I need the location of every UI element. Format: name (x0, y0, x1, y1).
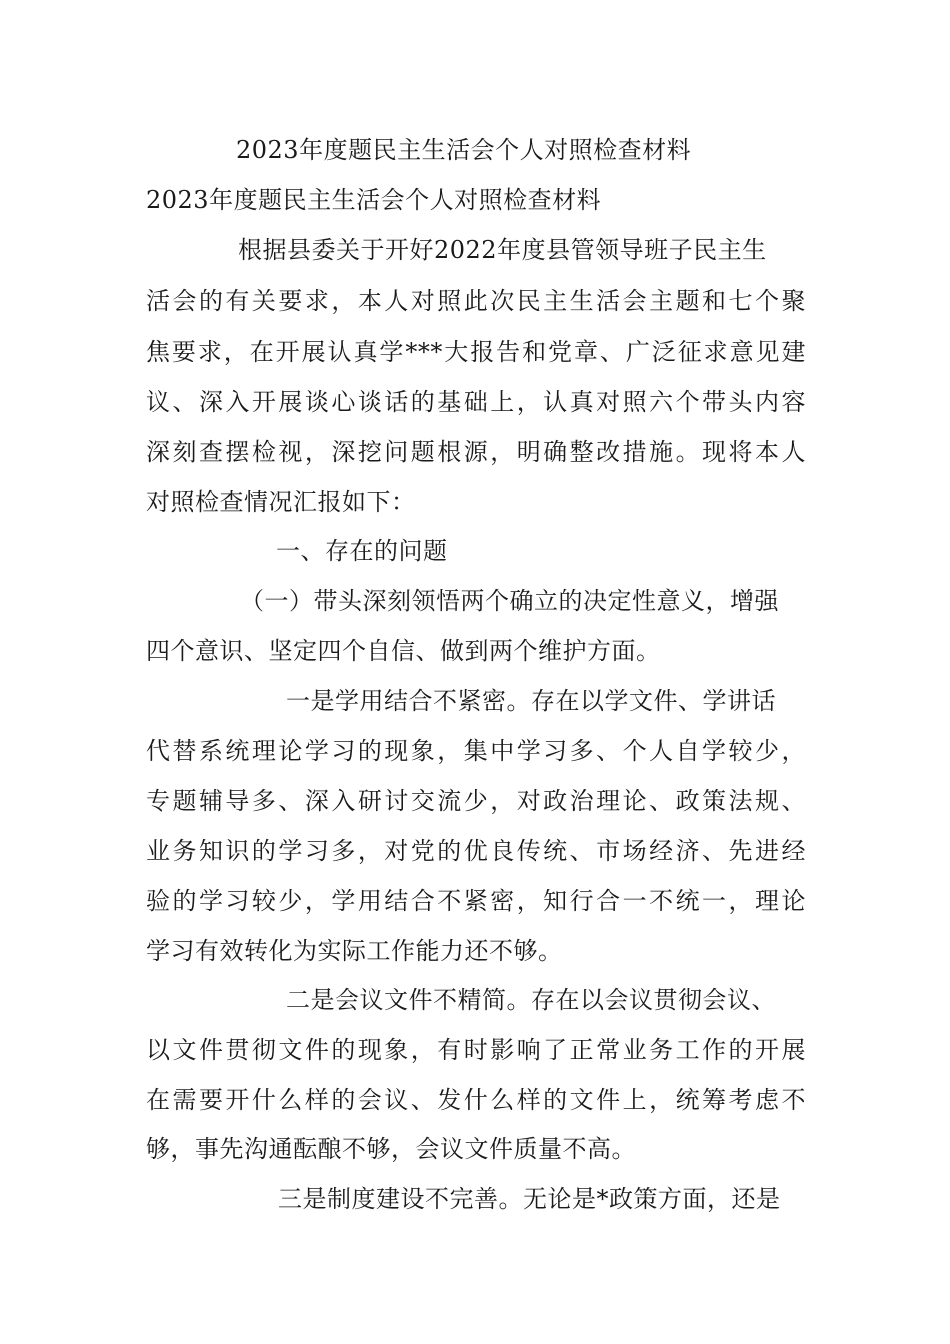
point-1-line: 验的学习较少，学用结合不紧密，知行合一不统一，理论 (146, 887, 806, 915)
point-1-line: 一是学用结合不紧密。存在以学文件、学讲话 (286, 687, 776, 715)
intro-line: 焦要求，在开展认真学***大报告和党章、广泛征求意见建 (146, 338, 806, 366)
point-2-line: 以文件贯彻文件的现象，有时影响了正常业务工作的开展 (146, 1036, 806, 1064)
document-title-centered: 2023年度题民主生活会个人对照检查材料 (236, 136, 692, 164)
point-2-line: 够，事先沟通酝酿不够，会议文件质量不高。 (146, 1135, 636, 1163)
point-1-line: 代替系统理论学习的现象，集中学习多、个人自学较少， (146, 737, 806, 765)
intro-line: 议、深入开展谈心谈话的基础上，认真对照六个带头内容 (146, 388, 806, 416)
point-1-line: 业务知识的学习多，对党的优良传统、市场经济、先进经 (146, 837, 806, 865)
point-1-line: 学习有效转化为实际工作能力还不够。 (146, 937, 563, 965)
point-2-line: 二是会议文件不精简。存在以会议贯彻会议、 (286, 986, 776, 1014)
point-1-line: 专题辅导多、深入研讨交流少，对政治理论、政策法规、 (146, 787, 806, 815)
subsection-line: （一）带头深刻领悟两个确立的决定性意义，增强 (240, 587, 779, 615)
intro-line: 活会的有关要求，本人对照此次民主生活会主题和七个聚 (146, 287, 806, 315)
point-2-line: 在需要开什么样的会议、发什么样的文件上，统筹考虑不 (146, 1086, 806, 1114)
intro-line: 根据县委关于开好2022年度县管领导班子民主生 (238, 236, 767, 264)
intro-line: 对照检查情况汇报如下： (146, 488, 416, 516)
intro-line: 深刻查摆检视，深挖问题根源，明确整改措施。现将本人 (146, 438, 806, 466)
subsection-line: 四个意识、坚定四个自信、做到两个维护方面。 (146, 637, 661, 665)
point-3-line: 三是制度建设不完善。无论是*政策方面，还是 (278, 1185, 781, 1213)
section-heading: 一、存在的问题 (276, 537, 448, 565)
document-title: 2023年度题民主生活会个人对照检查材料 (146, 186, 602, 214)
